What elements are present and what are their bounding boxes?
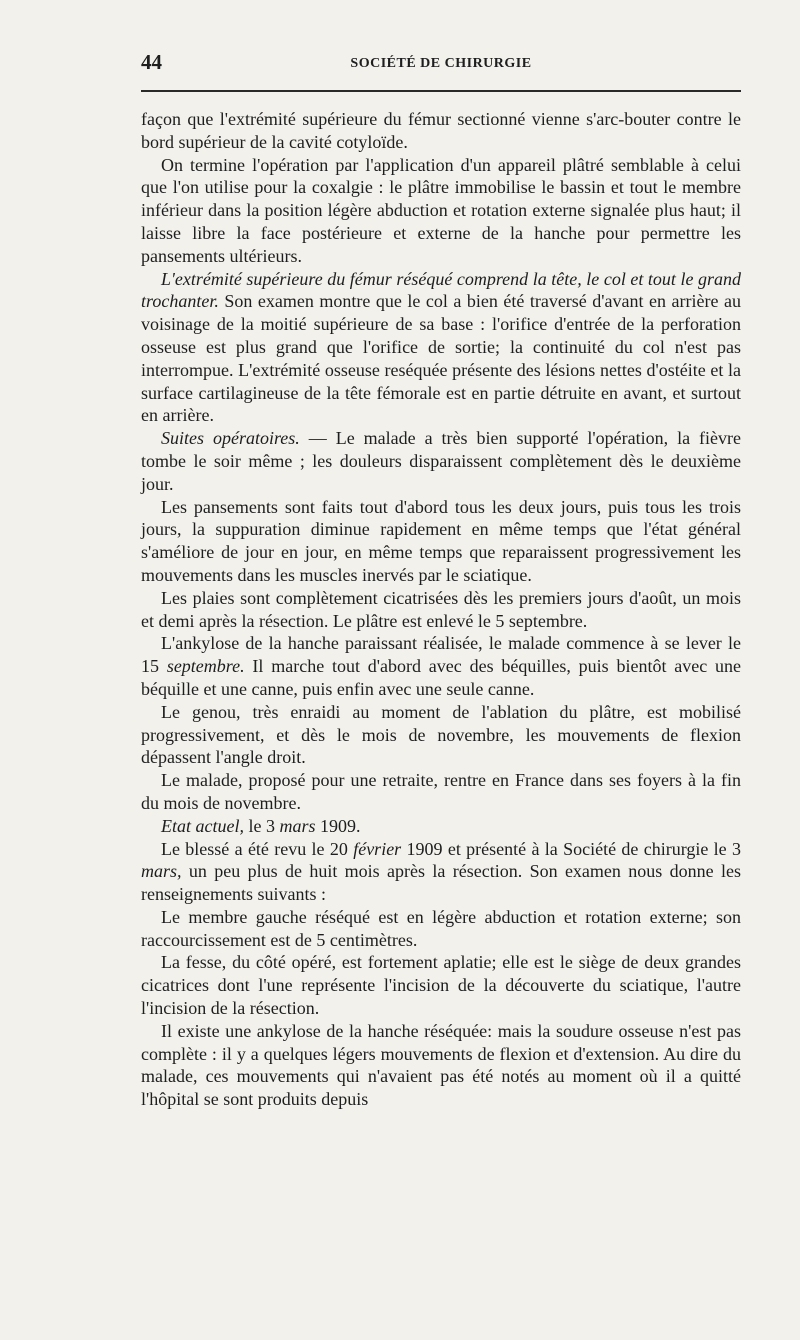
paragraph: On termine l'opération par l'application d'un appareil plâtré semblable à celui que l'on utilise pour la coxalgie : le plâtre immobilise le bassin et tout le membre inférieur dans la position légère abduction et rotation externe signalée plus haut; il laisse libre la face postérieure et externe de la hanche pour permettre les pansements ultérieurs. [141, 154, 741, 266]
paragraph: Le malade, proposé pour une retraite, rentre en France dans ses foyers à la fin du mois de novembre. [141, 770, 741, 813]
paragraph [141, 838, 741, 906]
paragraph: façon que l'extrémité supérieure du fémur sectionné vienne s'arc-bouter contre le bord supérieur de la cavité cotyloïde. [141, 109, 741, 152]
paragraph-text: Le blessé a été revu le 20 [161, 838, 354, 859]
paragraph-text: un peu plus de huit mois après la résection. Son examen nous donne les renseignements suivants : [141, 861, 741, 905]
paragraph [141, 815, 741, 838]
italic-phrase: septembre. [166, 656, 245, 677]
section-heading: Etat actuel, [161, 815, 244, 836]
paragraph: Le membre gauche réséqué est en légère abduction et rotation externe; son raccourcissement est de 5 centimètres. [141, 906, 741, 950]
section-heading: Suites opératoires. [161, 428, 300, 449]
page-header [141, 50, 741, 80]
paragraph-text: 1909 et présenté à la Société de chirurgie le 3 [401, 838, 741, 859]
paragraph-text: Il marche tout d'abord avec des béquilles, puis bientôt avec une béquille et une canne, puis enfin avec une seule canne. [141, 656, 742, 699]
paragraph: Il existe une ankylose de la hanche réséquée: mais la soudure osseuse n'est pas complète : il y a quelques légers mouvements de flexion et d'extension. Au dire du malade, ces mouvements qui n'avaient pas été notés au moment où il a quitté l'hôpital se sont produits depuis [141, 1020, 741, 1110]
italic-phrase: mars, [141, 861, 182, 882]
italic-phrase: mars [279, 815, 316, 836]
paragraph: Le genou, très enraidi au moment de l'ablation du plâtre, est mobilisé progressivement, et dès le mois de novembre, les mouvements de flexion dépassent l'angle droit. [141, 701, 741, 768]
italic-phrase: L'extrémité supérieure du fémur réséqué comprend la tête, le col et tout le grand trochanter. [141, 268, 741, 312]
paragraph-text: — Le malade a très bien supporté l'opération, la fièvre tombe le soir même ; les douleurs disparaissent complètement dès le deuxième jour. [141, 428, 742, 494]
paragraph-text: 1909. [315, 815, 361, 836]
paragraph: Les pansements sont faits tout d'abord tous les deux jours, puis tous les trois jours, la suppuration diminue rapidement en même temps que l'état général s'améliore de jour en jour, en même temps que reparaissent progressivement les mouvements dans les muscles inervés par le sciatique. [141, 496, 741, 585]
header-rule [141, 90, 741, 92]
paragraph [141, 427, 741, 495]
paragraph-text: le 3 [243, 815, 280, 836]
running-title: SOCIÉTÉ DE CHIRURGIE [350, 56, 532, 71]
paragraph-text: Son examen montre que le col a bien été traversé d'avant en arrière au voisinage de la moitié supérieure de sa base : l'orifice d'entrée de la perforation osseuse est plus grand que l'orifice de sortie; la continuité du col n'est pas interrompue. L'extrémité osseuse reséquée présente des lésions nettes d'ostéite et la surface cartilagineuse de la tête fémorale est en partie détruite en avant, et surtout en arrière. [141, 291, 741, 426]
paragraph: La fesse, du côté opéré, est fortement aplatie; elle est le siège de deux grandes cicatrices dont l'une représente l'incision de la découverte du sciatique, l'autre l'incision de la résection. [141, 952, 741, 1019]
body-text [141, 108, 741, 1111]
paragraph: Les plaies sont complètement cicatrisées dès les premiers jours d'août, un mois et demi après la résection. Le plâtre est enlevé le 5 septembre. [141, 587, 741, 631]
paragraph [141, 268, 741, 428]
page-number: 44 [141, 50, 162, 74]
italic-phrase: février [353, 838, 402, 859]
paragraph [141, 632, 741, 700]
paragraph-text: L'ankylose de la hanche paraissant réalisée, le malade commence à se lever le 15 [141, 633, 741, 677]
